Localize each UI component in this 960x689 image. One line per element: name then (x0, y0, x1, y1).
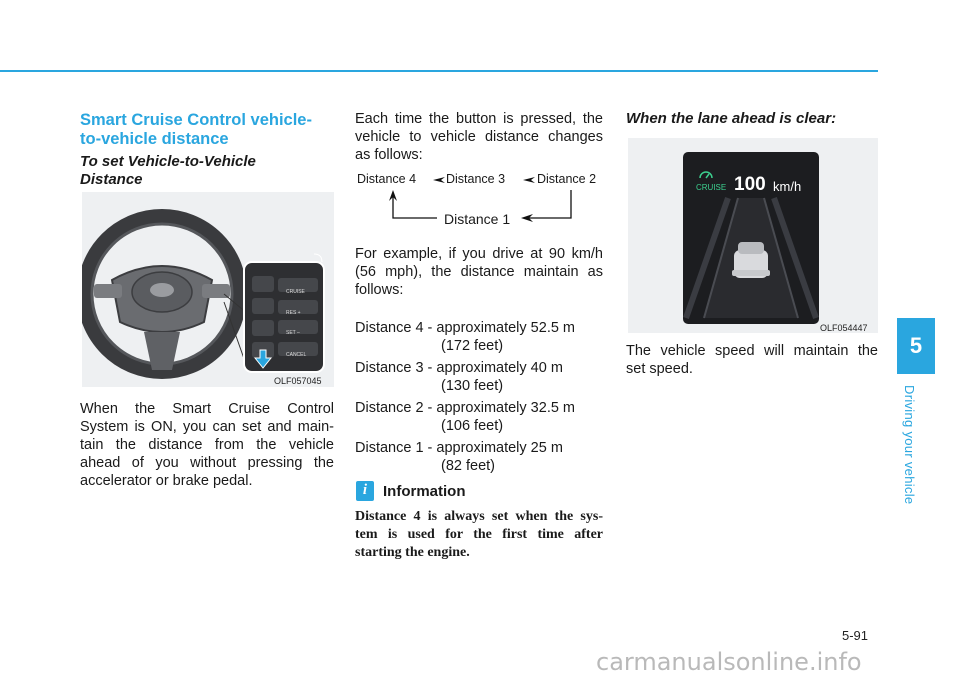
cluster-speed-unit: km/h (773, 179, 802, 194)
page-number: 5-91 (842, 628, 869, 643)
section-title: Smart Cruise Control vehicle- to-vehicle distance (80, 111, 312, 148)
watermark: carmanualsonline.info (596, 648, 862, 676)
header-rule (0, 70, 878, 72)
info-title: Information (383, 483, 466, 500)
right-paragraph: The vehicle speed will maintain the set speed. (626, 343, 878, 377)
list-item: Distance 1 - approximately 25 m (82 feet) (355, 440, 563, 474)
cluster-speed: 100 (734, 174, 766, 195)
distance-cycle-diagram (355, 170, 605, 232)
section-subtitle: To set Vehicle-to-Vehicle Distance (80, 153, 256, 188)
figure-caption-2: OLF054447 (820, 323, 868, 333)
cycle-distance-3: Distance 3 (446, 172, 506, 186)
steering-wheel-image (82, 192, 334, 387)
chapter-title: Driving your vehicle (902, 385, 917, 505)
cycle-distance-1: Distance 1 (444, 211, 511, 227)
cycle-distance-2: Distance 2 (537, 172, 597, 186)
cycle-distance-4: Distance 4 (357, 172, 417, 186)
cruise-indicator: CRUISE (696, 183, 727, 192)
info-icon: i (356, 481, 374, 501)
right-subheading: When the lane ahead is clear: (626, 110, 837, 127)
left-paragraph: When the Smart Cruise Control System is ON, you can set and main- tain the distance from the vehicle ahead of you without pressing the accelerator or brake pedal. (80, 401, 334, 489)
cluster-image (628, 138, 878, 333)
list-item: Distance 3 - approximately 40 m (130 feet) (355, 360, 563, 394)
wheel-button-cancel: CANCEL (286, 352, 307, 358)
info-body: Distance 4 is always set when the sys- tem is used for the first time after starting the engine. (355, 509, 603, 560)
list-item: Distance 2 - approximately 32.5 m (106 feet) (355, 400, 576, 434)
mid-intro: Each time the button is pressed, the vehicle to vehicle distance changes as follows: (355, 111, 603, 163)
wheel-button-cruise: CRUISE (286, 289, 305, 295)
wheel-button-res: RES + (286, 310, 301, 316)
chapter-tab: 5 (897, 318, 935, 374)
cluster-display-icon (628, 138, 878, 333)
distance-list (355, 319, 605, 475)
list-item: Distance 4 - approximately 52.5 m (172 feet) (355, 320, 576, 354)
example-paragraph: For example, if you drive at 90 km/h (56 mph), the distance maintain as follows: (355, 246, 603, 298)
wheel-button-set: SET – (286, 330, 300, 336)
figure-caption-1: OLF057045 (274, 376, 322, 386)
